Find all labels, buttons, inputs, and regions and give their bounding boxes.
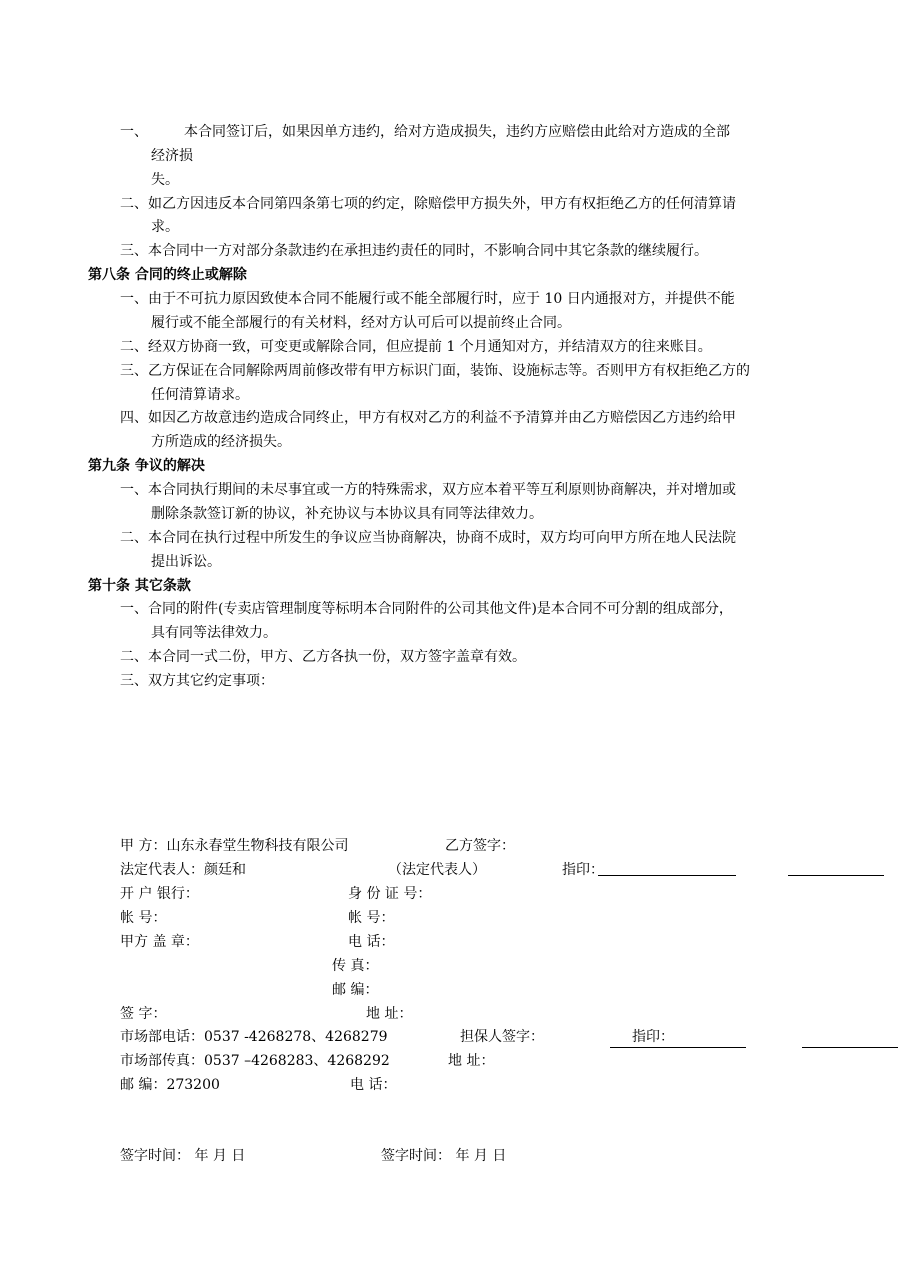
article8-heading: 第八条 合同的终止或解除 [88,267,247,283]
bank-label: 开 户 银行： [120,886,199,902]
a8-item4-line2: 方所造成的经济损失。 [151,434,291,450]
a8-item1-line1: 由于不可抗力原因致使本合同不能履行或不能全部履行时，应于 10 日内通报对方，并提供不能 [148,291,735,307]
market-phone: 市场部电话：0537 -4268278、4268279 [120,1029,388,1045]
a9-item2-line1: 本合同在执行过程中所发生的争议应当协商解决，协商不成时，双方均可向甲方所在地人民法院 [148,530,736,546]
party-a-sign-label: 签 字： [120,1006,167,1022]
fax-b-label: 传 真： [332,958,379,974]
a7-item2-num: 二、 [120,196,148,212]
a9-item2-num: 二、 [120,530,148,546]
a10-item3-line1: 双方其它约定事项： [148,673,274,689]
a7-item1-line2: 经济损 [151,148,193,164]
a10-item1-line1: 合同的附件(专卖店管理制度等标明本合同附件的公司其他文件)是本合同不可分割的组成部分， [148,601,733,617]
fingerprint-underline [598,875,736,876]
a7-item2-line2: 求。 [151,219,179,235]
a9-item1-line1: 本合同执行期间的未尽事宜或一方的特殊需求，双方应本着平等互利原则协商解决，并对增加或 [148,482,736,498]
guarantor-fingerprint-label: 指印： [632,1029,674,1045]
signature-underline [788,875,884,876]
guarantor-signature-label: 担保人签字： [460,1029,544,1045]
a8-item4-num: 四、 [120,410,148,426]
account-a-label: 帐 号： [120,910,167,926]
legal-representative-a: 法定代表人：颜廷和 [120,862,246,878]
a7-item3-line1: 本合同中一方对部分条款违约在承担违约责任的同时，不影响合同中其它条款的继续履行。 [148,243,708,259]
a7-item2-line1: 如乙方因违反本合同第四条第七项的约定，除赔偿甲方损失外，甲方有权拒绝乙方的任何清算请 [148,196,736,212]
account-b-label: 帐 号： [348,910,395,926]
party-a-seal-label: 甲方 盖 章： [120,934,199,950]
id-number-label: 身 份 证 号： [348,886,432,902]
a8-item3-num: 三、 [120,363,148,379]
zip-b-label: 邮 编： [332,982,379,998]
a10-item1-line2: 具有同等法律效力。 [151,625,277,641]
address-b-label: 地 址： [366,1006,413,1022]
zip-a: 邮 编：273200 [120,1077,220,1093]
article9-heading: 第九条 争议的解决 [88,458,205,474]
party-b-signature-label: 乙方签字： [445,838,515,854]
market-fax: 市场部传真：0537 –4268283、4268292 [120,1053,390,1069]
a7-item1-line1: 本合同签订后，如果因单方违约，给对方造成损失，违约方应赔偿由此给对方造成的全部 [184,124,730,140]
a8-item2-num: 二、 [120,339,148,355]
a8-item1-line2: 履行或不能全部履行的有关材料，经对方认可后可以提前终止合同。 [151,315,571,331]
a8-item1-num: 一、 [120,291,148,307]
sign-time-b: 签字时间： 年 月 日 [381,1148,507,1164]
a10-item1-num: 一、 [120,601,148,617]
a8-item4-line1: 如因乙方故意违约造成合同终止，甲方有权对乙方的利益不予清算并由乙方赔偿因乙方违约给甲 [148,410,736,426]
fingerprint-label: 指印： [562,862,604,878]
a9-item2-line2: 提出诉讼。 [151,554,221,570]
guarantor-phone-label: 电 话： [350,1077,397,1093]
a7-item3-num: 三、 [120,243,148,259]
a7-item1-line3: 失。 [151,172,179,188]
a10-item2-line1: 本合同一式二份，甲方、乙方各执一份，双方签字盖章有效。 [148,649,526,665]
a10-item3-num: 三、 [120,673,148,689]
a9-item1-line2: 删除条款签订新的协议，补充协议与本协议具有同等法律效力。 [151,506,543,522]
a9-item1-num: 一、 [120,482,148,498]
a8-item3-line1: 乙方保证在合同解除两周前修改带有甲方标识门面，装饰、设施标志等。否则甲方有权拒绝乙方的 [148,363,750,379]
sign-time-a: 签字时间： 年 月 日 [120,1148,246,1164]
guarantor-signature-underline [802,1047,898,1048]
article10-heading: 第十条 其它条款 [88,578,191,594]
guarantor-address-label: 地 址： [448,1053,495,1069]
guarantor-fingerprint-underline [610,1047,746,1048]
a10-item2-num: 二、 [120,649,148,665]
party-a-name: 甲 方：山东永春堂生物科技有限公司 [120,838,349,854]
a7-item1-num: 一、 [120,124,148,140]
legal-representative-b: （法定代表人） [388,862,486,878]
phone-b-label: 电 话： [348,934,395,950]
a8-item3-line2: 任何清算请求。 [151,387,249,403]
a8-item2-line1: 经双方协商一致，可变更或解除合同，但应提前 1 个月通知对方，并结清双方的往来账目。 [148,339,712,355]
